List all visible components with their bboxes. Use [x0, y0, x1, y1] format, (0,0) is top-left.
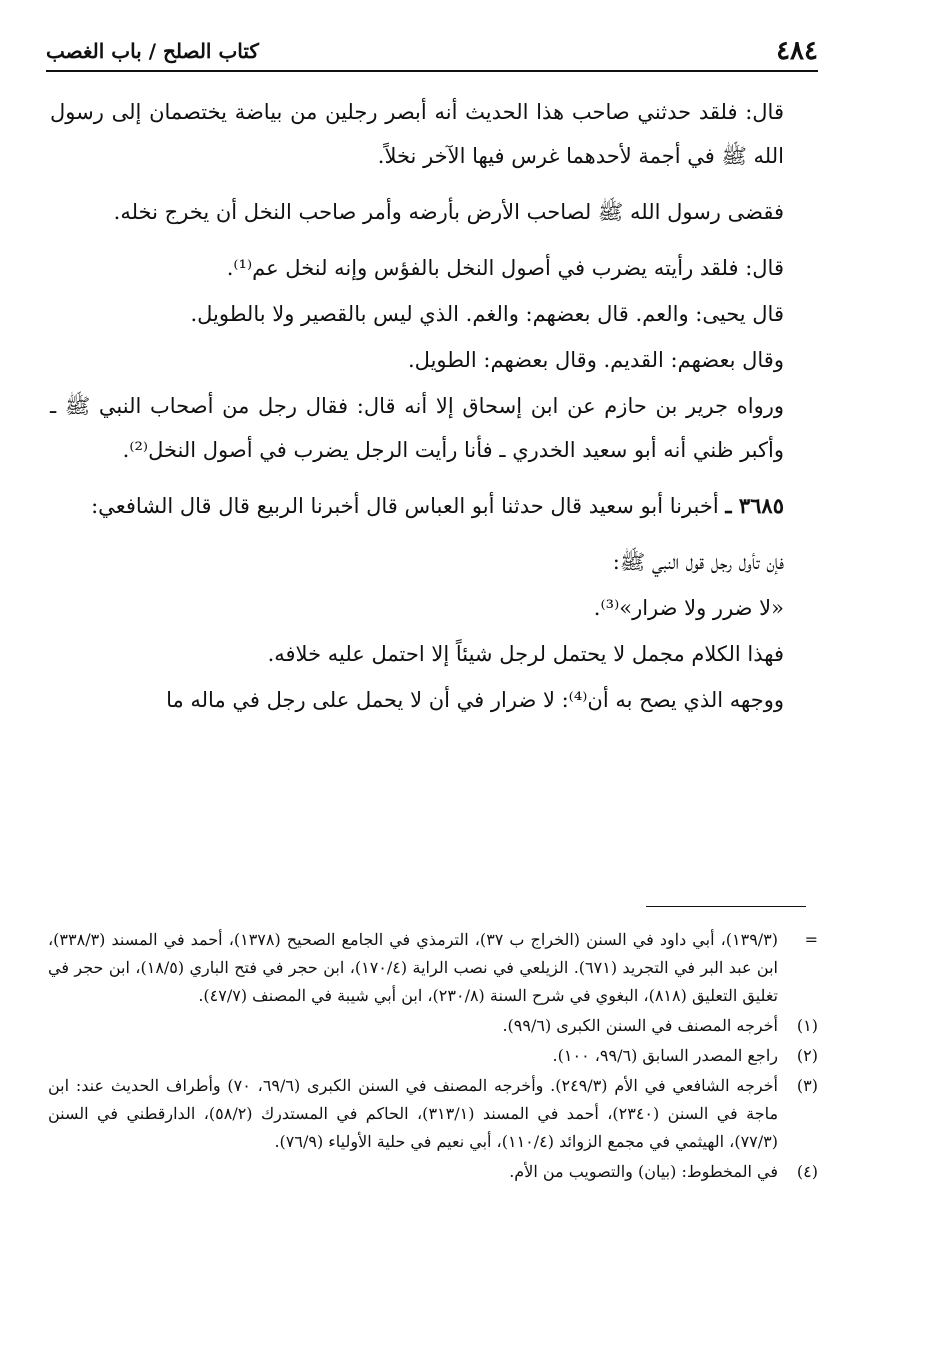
paragraph-8: فإن تأول رجل قول النبي ﷺ: — [612, 550, 784, 574]
footnotes — [48, 926, 818, 1188]
paragraph-7-text: أخبرنا أبو سعيد قال حدثنا أبو العباس قال أخبرنا الربيع قال قال الشافعي: — [91, 494, 719, 518]
paragraph-7 — [50, 484, 816, 528]
header-rule — [46, 70, 818, 72]
running-title: كتاب الصلح / باب الغصب — [46, 39, 259, 63]
footnote-marker: (١) — [796, 1016, 818, 1035]
paragraph-4: قال يحيى: والعم. قال بعضهم: والغم. الذي ليس بالقصير ولا بالطويل. — [190, 302, 784, 326]
footnote-marker: (٢) — [796, 1046, 818, 1065]
paragraph-10: فهذا الكلام مجمل لا يحتمل لرجل شيئاً إلا احتمل عليه خلافه. — [267, 642, 784, 666]
hadith-number: ٣٦٨٥ ـ — [725, 493, 784, 518]
footnote-text: راجع المصدر السابق (٩٩/٦، ١٠٠). — [552, 1046, 778, 1065]
paragraph-3: قال: فلقد رأيته يضرب في أصول النخل بالفؤس وإنه لنخل عم⁽¹⁾. — [226, 256, 784, 280]
page-header — [46, 28, 818, 68]
paragraph-5: وقال بعضهم: القديم. وقال بعضهم: الطويل. — [408, 348, 784, 372]
footnote-marker: (٤) — [796, 1162, 818, 1181]
footnote-1 — [48, 1012, 818, 1040]
footnote-text: (١٣٩/٣)، أبي داود في السنن (الخراج ب ٣٧)، الترمذي في الجامع الصحيح (١٣٧٨)، أحمد في المسند (٣٣٨/٣)، ابن عبد البر في التجريد (٦٧١). الزيلعي في نصب الراية (١٧٠/٤)، ابن حجر في فتح الباري (١٨/٥)، ابن حجر في تغليق التعليق (٨١٨)، البغوي في شرح السنة (٢٣٠/٨)، ابن أبي شيبة في المصنف (٤٧/٧). — [48, 930, 779, 1005]
paragraph-6: ورواه جرير بن حازم عن ابن إسحاق إلا أنه قال: فقال رجل من أصحاب النبي ﷺ ـ وأكبر ظني أنه أبو سعيد الخدري ـ فأنا رأيت الرجل يضرب في أصول النخل⁽²⁾. — [50, 394, 784, 462]
footnote-text: في المخطوط: (بيان) والتصويب من الأم. — [509, 1162, 778, 1181]
footnote-marker: (٣) — [796, 1076, 818, 1095]
main-text — [50, 90, 816, 724]
footnote-text: أخرجه المصنف في السنن الكبرى (٩٩/٦). — [502, 1016, 778, 1035]
footnote-3 — [48, 1072, 818, 1156]
footnote-rule — [646, 906, 806, 907]
page-number: ٤٨٤ — [776, 36, 818, 66]
paragraph-9: «لا ضرر ولا ضرار»⁽³⁾. — [593, 596, 784, 620]
footnote-marker: = — [804, 930, 818, 949]
paragraph-1: قال: فلقد حدثني صاحب هذا الحديث أنه أبصر رجلين من بياضة يختصمان إلى رسول الله ﷺ في أجمة لأحدهما غرس فيها الآخر نخلاً. — [50, 100, 784, 168]
footnote-2 — [48, 1042, 818, 1070]
paragraph-11: ووجهه الذي يصح به أن⁽⁴⁾: لا ضرار في أن لا يحمل على رجل في ماله ما — [166, 688, 784, 712]
footnote-text: أخرجه الشافعي في الأم (٢٤٩/٣). وأخرجه المصنف في السنن الكبرى (٦٩/٦، ٧٠) وأطراف الحديث عند: ابن ماجة في السنن (٢٣٤٠)، أحمد في المسند (٣١٣/١)، الحاكم في المستدرك (٥٨/٢)، الدارقطني في السنن (٧٧/٣)، الهيثمي في مجمع الزوائد (١١٠/٤)، أبي نعيم في حلية الأولياء (٧٦/٩). — [48, 1076, 779, 1151]
paragraph-2: فقضى رسول الله ﷺ لصاحب الأرض بأرضه وأمر صاحب النخل أن يخرج نخله. — [113, 200, 784, 224]
footnote-4 — [48, 1158, 818, 1186]
footnote-continuation — [48, 926, 818, 1010]
